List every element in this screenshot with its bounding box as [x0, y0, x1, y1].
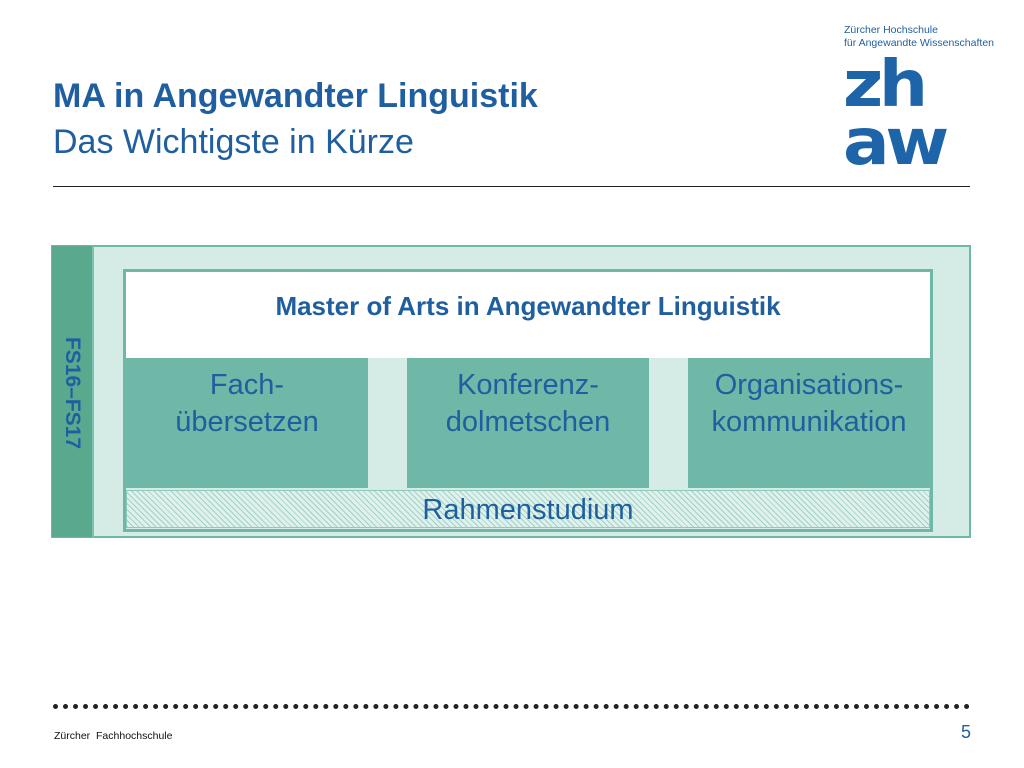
track-gap [368, 358, 407, 488]
zhaw-logo [843, 48, 955, 180]
program-title: Master of Arts in Angewandter Linguistik [275, 291, 781, 321]
page-number: 5 [960, 722, 971, 742]
track-label-line: dolmetschen [445, 406, 611, 438]
rahmenstudium-label: Rahmenstudium [422, 494, 634, 526]
semester-label: FS16–FS17 [61, 336, 84, 450]
institution-name [844, 24, 994, 50]
track-label-line: Konferenz- [457, 369, 599, 401]
track-label-konferenzdolmetschen [407, 367, 649, 441]
track-gap [649, 358, 688, 488]
logo-line-2: aw [843, 106, 945, 180]
institution-name-line-1: Zürcher Hochschule [844, 24, 938, 36]
track-label-fachuebersetzen [126, 367, 368, 441]
logo-line-1: zh [843, 48, 924, 122]
institution-name-line-2: für Angewandte Wissenschaften [844, 37, 995, 49]
track-label-line: Fach- [209, 369, 285, 401]
footer-divider [53, 704, 970, 709]
track-label-line: kommunikation [711, 406, 907, 438]
track-label-line: übersetzen [175, 406, 319, 438]
slide-subtitle: Das Wichtigste in Kürze [53, 123, 414, 161]
slide-title: MA in Angewandter Linguistik [53, 77, 538, 115]
track-label-line: Organisations- [714, 369, 904, 401]
track-label-organisationskommunikation [688, 367, 930, 441]
title-divider [53, 186, 970, 187]
footer-organization: Zürcher Fachhochschule [54, 730, 173, 742]
